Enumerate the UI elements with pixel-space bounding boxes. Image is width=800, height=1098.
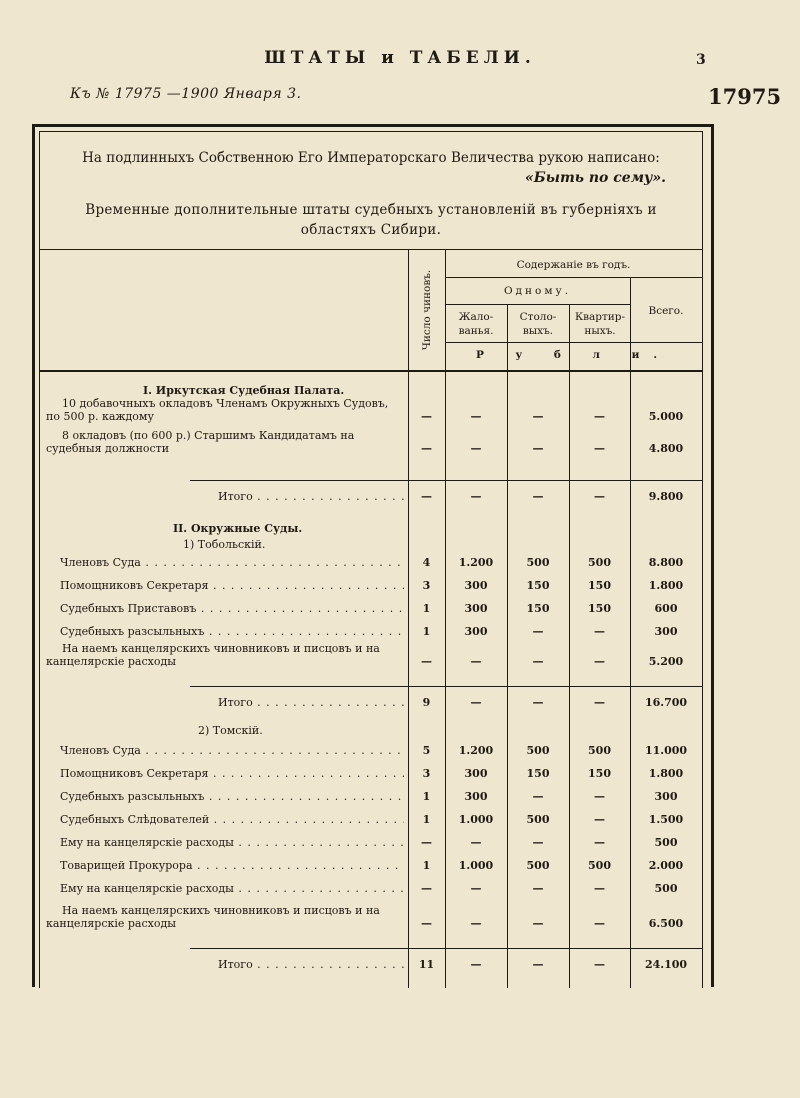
cell-quarters: — — [594, 410, 605, 423]
document-title: Временные дополнительные штаты судебныхъ установленій въ губерніяхъ и областяхъ Сибири. — [85, 202, 657, 238]
cell-quarters: 150 — [588, 602, 611, 615]
cell-quarters: — — [594, 655, 605, 668]
cell-quarters: — — [594, 917, 605, 930]
cell-salary: 1.000 — [458, 859, 494, 872]
cell-quarters: 500 — [588, 556, 611, 569]
cell-salary: — — [470, 655, 482, 668]
cell-count: — — [421, 655, 432, 668]
cell-total: 1.500 — [648, 813, 684, 826]
row-label: Товарищей Прокурора . . . — [60, 859, 404, 872]
cell-table: — — [532, 917, 544, 930]
imperial-note: На подлинныхъ Собственною Его Императорскаго Величества рукою написано: — [82, 150, 660, 166]
row-label: Судебныхъ разсыльныхъ . . . — [60, 625, 404, 638]
cell-table: — — [532, 490, 544, 503]
cell-table: — — [532, 625, 544, 638]
cell-count: 3 — [422, 579, 431, 592]
cell-quarters: — — [594, 625, 605, 638]
cell-quarters: — — [594, 813, 605, 826]
cell-table: 500 — [526, 556, 550, 569]
col-maintenance-header: Содержаніе въ годъ. — [516, 259, 631, 271]
cell-count: — — [421, 490, 432, 503]
section-title: II. Окружные Суды. — [173, 522, 303, 535]
cell-count: 1 — [422, 813, 431, 826]
cell-total: 500 — [654, 836, 678, 849]
cell-count: 5 — [422, 744, 431, 757]
cell-count: 1 — [422, 602, 431, 615]
cell-total: 5.000 — [648, 410, 684, 423]
cell-total: 5.200 — [648, 655, 684, 668]
cell-salary: 300 — [464, 602, 488, 615]
col-count-header: Число чиновъ. — [420, 269, 433, 351]
cell-total: 1.800 — [648, 579, 684, 592]
row-label: Членовъ Суда . . . — [60, 556, 404, 569]
row-label: Помощниковъ Секретаря . . . — [60, 579, 404, 592]
cell-count: 11 — [418, 958, 435, 971]
cell-table: 150 — [526, 602, 550, 615]
cell-salary: 1.200 — [458, 744, 494, 757]
row-label: Помощниковъ Секретаря . . . — [60, 767, 404, 780]
cell-total: 600 — [654, 602, 678, 615]
cell-table: — — [532, 410, 544, 423]
row-label: Судебныхъ Приставовъ . . . — [60, 602, 404, 615]
col-table-header: Столо-выхъ. — [519, 311, 557, 337]
cell-quarters: 500 — [588, 859, 611, 872]
cell-table: — — [532, 655, 544, 668]
cell-total: 16.700 — [644, 696, 688, 709]
cell-count: — — [421, 410, 432, 423]
cell-salary: 300 — [464, 790, 488, 803]
cell-quarters: — — [594, 490, 605, 503]
row-label: На наемъ канцелярскихъ чиновниковъ и писцовъ и на канцелярскіе расходы — [46, 642, 380, 668]
table-frame — [32, 124, 714, 987]
cell-total: 300 — [654, 790, 678, 803]
row-label: 8 окладовъ (по 600 р.) Старшимъ Кандидатамъ на судебныя должности — [46, 429, 355, 455]
table-inner — [39, 131, 703, 988]
cell-total: 4.800 — [648, 442, 684, 455]
col-per-one-header: Одному. — [503, 285, 572, 297]
row-label: Судебныхъ разсыльныхъ . . . — [60, 790, 404, 803]
cell-total: 300 — [654, 625, 678, 638]
cell-count: 9 — [422, 696, 431, 709]
row-label: Ему на канцелярскіе расходы . . . — [60, 882, 404, 895]
cell-count: 4 — [422, 556, 431, 569]
cell-quarters: — — [594, 836, 605, 849]
row-label: Итого . . . — [218, 958, 404, 971]
cell-salary: — — [470, 882, 482, 895]
cell-quarters: — — [594, 958, 605, 971]
col-quarters-header: Квартир-ныхъ. — [574, 311, 626, 337]
cell-salary: — — [470, 442, 482, 455]
imperial-resolution: «Быть по сему». — [524, 170, 666, 186]
cell-table: — — [532, 958, 544, 971]
cell-salary: — — [470, 410, 482, 423]
running-title: ШТАТЫ и ТАБЕЛИ. — [264, 48, 536, 68]
row-label: 10 добавочныхъ окладовъ Членамъ Окружныхъ Судовъ, по 500 р. каждому — [46, 397, 389, 423]
cell-total: 8.800 — [648, 556, 684, 569]
cell-quarters: 500 — [588, 744, 611, 757]
cell-salary: 1.000 — [458, 813, 494, 826]
cell-total: 2.000 — [648, 859, 684, 872]
cell-salary: — — [470, 696, 482, 709]
cell-count: 1 — [422, 790, 431, 803]
cell-salary: — — [470, 490, 482, 503]
cell-salary: 300 — [464, 767, 488, 780]
row-label: Ему на канцелярскіе расходы . . . — [60, 836, 404, 849]
cell-salary: 300 — [464, 579, 488, 592]
cell-count: — — [421, 882, 432, 895]
row-label: Итого . . . — [218, 696, 404, 709]
cell-total: 6.500 — [648, 917, 684, 930]
cell-count: — — [421, 836, 432, 849]
cell-total: 9.800 — [648, 490, 684, 503]
reference-line: Къ № 17975 —1900 Января 3. — [70, 86, 302, 102]
cell-total: 500 — [654, 882, 678, 895]
cell-count: 1 — [422, 859, 431, 872]
cell-quarters: 150 — [588, 579, 611, 592]
page-number: 3 — [696, 52, 706, 68]
cell-count: — — [421, 442, 432, 455]
cell-total: 24.100 — [644, 958, 688, 971]
col-salary-header: Жало-ванья. — [458, 311, 494, 337]
cell-salary: — — [470, 958, 482, 971]
cell-table: — — [532, 442, 544, 455]
intro-block — [40, 132, 702, 250]
row-label: Судебныхъ Слѣдователей . . . — [60, 813, 404, 826]
cell-salary: — — [470, 836, 482, 849]
cell-table: — — [532, 836, 544, 849]
row-label: Членовъ Суда . . . — [60, 744, 404, 757]
cell-table: 500 — [526, 813, 550, 826]
cell-table: 150 — [526, 579, 550, 592]
cell-count: — — [421, 917, 432, 930]
cell-count: 3 — [422, 767, 431, 780]
row-label: Итого . . . — [218, 490, 404, 503]
cell-quarters: 150 — [588, 767, 611, 780]
document-number: 17975 — [708, 84, 782, 109]
row-label: На наемъ канцелярскихъ чиновниковъ и писцовъ и на канцелярскіе расходы — [46, 904, 380, 930]
cell-table: — — [532, 882, 544, 895]
cell-count: 1 — [422, 625, 431, 638]
currency-header: Р у б л и. — [475, 349, 672, 361]
cell-total: 11.000 — [644, 744, 688, 757]
cell-quarters: — — [594, 790, 605, 803]
cell-total: 1.800 — [648, 767, 684, 780]
cell-table: 500 — [526, 859, 550, 872]
cell-quarters: — — [594, 696, 605, 709]
section-subtitle: 2) Томскій. — [198, 724, 263, 737]
cell-salary: 1.200 — [458, 556, 494, 569]
col-total-header: Всего. — [648, 305, 684, 317]
cell-quarters: — — [594, 442, 605, 455]
cell-table: 500 — [526, 744, 550, 757]
cell-table: — — [532, 696, 544, 709]
cell-table: 150 — [526, 767, 550, 780]
cell-salary: — — [470, 917, 482, 930]
cell-quarters: — — [594, 882, 605, 895]
section-subtitle: 1) Тобольскій. — [183, 538, 266, 551]
cell-table: — — [532, 790, 544, 803]
cell-salary: 300 — [464, 625, 488, 638]
section-title: I. Иркутская Судебная Палата. — [143, 384, 345, 397]
